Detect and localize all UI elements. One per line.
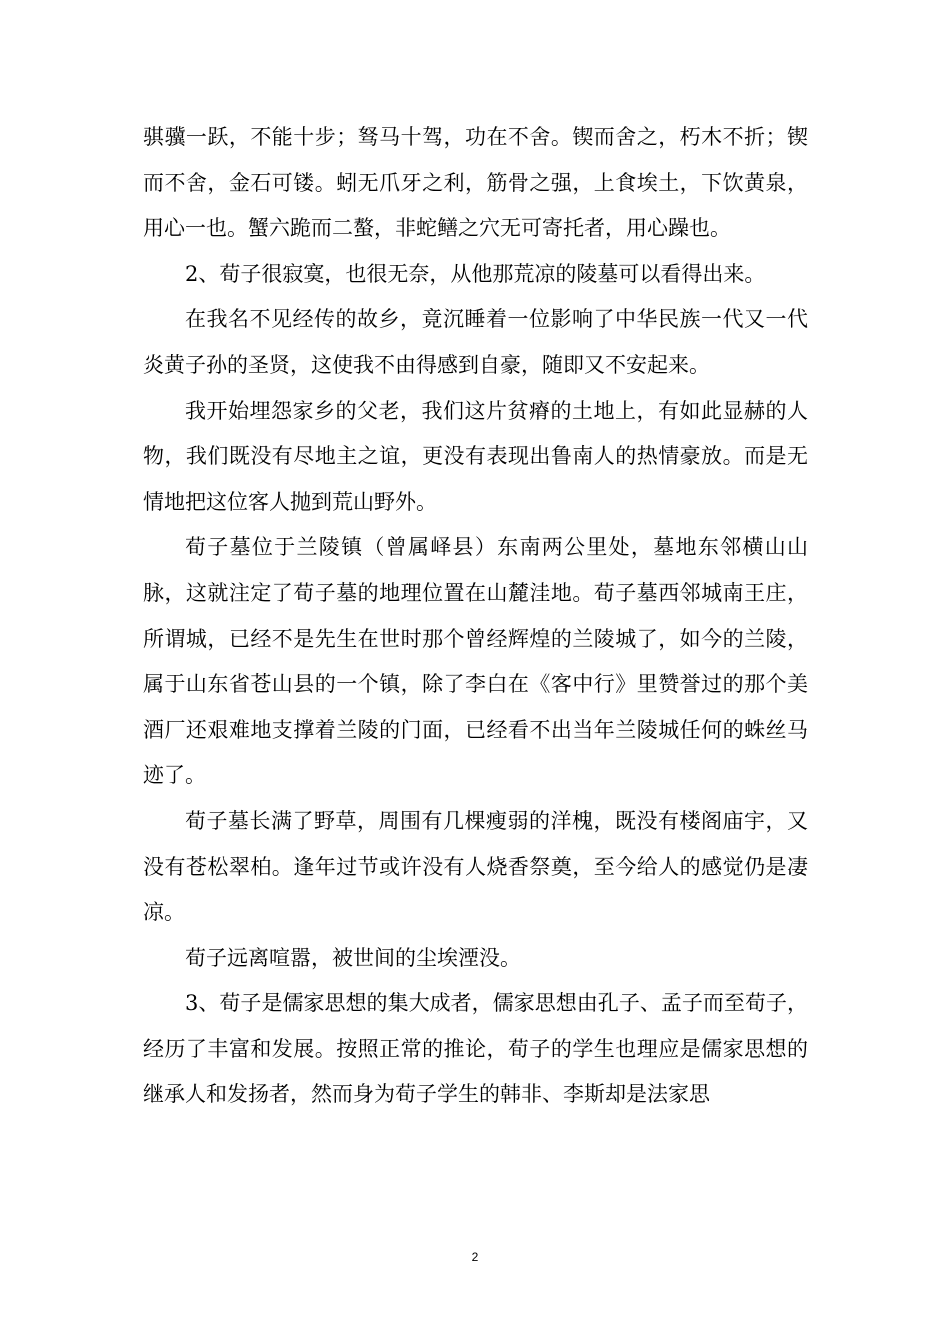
body-text bbox=[143, 115, 808, 1118]
paragraph: 在我名不见经传的故乡，竟沉睡着一位影响了中华民族一代又一代炎黄子孙的圣贤，这使我不由得感到自豪，随即又不安起来。 bbox=[143, 307, 808, 377]
page-number: 2 bbox=[471, 1250, 479, 1264]
paragraph: 3、荀子是儒家思想的集大成者，儒家思想由孔子、孟子而至荀子，经历了丰富和发展。按照正常的推论，荀子的学生也理应是儒家思想的继承人和发扬者，然而身为荀子学生的韩非、李斯却是法家思 bbox=[143, 991, 808, 1107]
paragraph: 荀子远离喧嚣，被世间的尘埃湮没。 bbox=[185, 945, 521, 970]
paragraph: 2、荀子很寂寞，也很无奈，从他那荒凉的陵墓可以看得出来。 bbox=[185, 261, 766, 286]
paragraph: 我开始埋怨家乡的父老，我们这片贫瘠的土地上，有如此显赫的人物，我们既没有尽地主之谊，更没有表现出鲁南人的热情豪放。而是无情地把这位客人抛到荒山野外。 bbox=[143, 398, 808, 514]
paragraph: 荀子墓长满了野草，周围有几棵瘦弱的洋槐，既没有楼阁庙宇，又没有苍松翠柏。逢年过节或许没有人烧香祭奠，至今给人的感觉仍是凄凉。 bbox=[143, 808, 808, 925]
paragraph: 荀子墓位于兰陵镇（曾属峄县）东南两公里处，墓地东邻横山山脉，这就注定了荀子墓的地理位置在山麓洼地。荀子墓西邻城南王庄，所谓城，已经不是先生在世时那个曾经辉煌的兰陵城了，如今的兰陵，属于山东省苍山县的一个镇，除了李白在《客中行》里赞誉过的那个美酒厂还艰难地支撑着兰陵的门面，已经看不出当年兰陵城任何的蛛丝马迹了。 bbox=[143, 535, 808, 788]
paragraph: 骐骥一跃，不能十步；驽马十驾，功在不舍。锲而舍之，朽木不折；锲而不舍，金石可镂。蚓无爪牙之利，筋骨之强，上食埃土，下饮黄泉，用心一也。蟹六跪而二螯，非蛇鳝之穴无可寄托者，用心躁也。 bbox=[143, 125, 808, 241]
